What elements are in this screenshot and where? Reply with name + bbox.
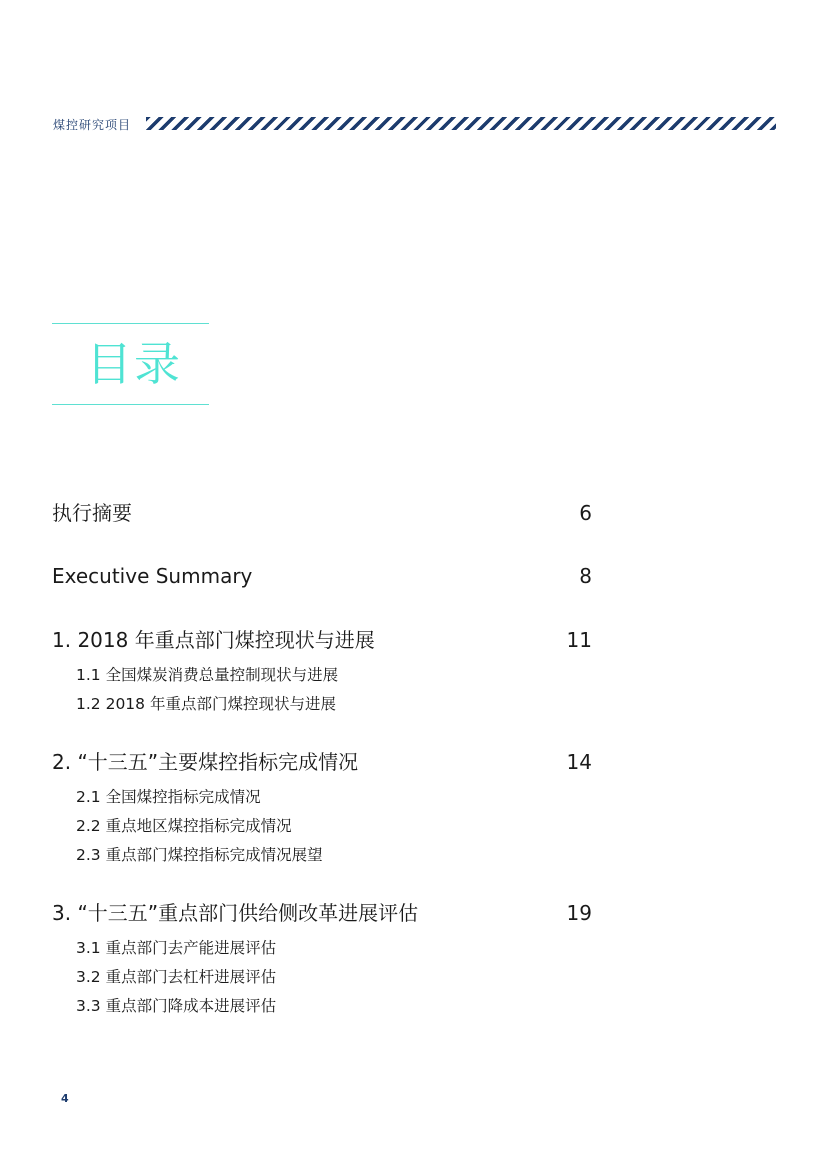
toc-subentry[interactable]: 3.1 重点部门去产能进展评估	[76, 939, 277, 957]
toc-entry-page: 6	[579, 501, 592, 525]
header-hatch-bar	[146, 117, 776, 130]
toc-subentry[interactable]: 2.1 全国煤控指标完成情况	[76, 788, 261, 806]
toc-title-block	[52, 323, 209, 405]
toc-entry[interactable]	[52, 749, 592, 775]
header-label: 煤控研究项目	[53, 118, 132, 132]
toc-entry-label: 1. 2018 年重点部门煤控现状与进展	[52, 628, 375, 652]
toc-entry-page: 14	[566, 750, 592, 774]
toc-entry-page: 11	[566, 628, 592, 652]
toc-entry[interactable]	[52, 563, 592, 589]
toc-subentry[interactable]: 3.3 重点部门降成本进展评估	[76, 997, 277, 1015]
toc-entry[interactable]	[52, 627, 592, 653]
toc-entry[interactable]	[52, 900, 592, 926]
page-number: 4	[61, 1092, 69, 1105]
toc-title: 目录	[86, 337, 182, 391]
toc-subentry[interactable]: 2.3 重点部门煤控指标完成情况展望	[76, 846, 323, 864]
toc-subentry[interactable]: 2.2 重点地区煤控指标完成情况	[76, 817, 292, 835]
toc-entry-label: 2. “十三五”主要煤控指标完成情况	[52, 750, 359, 774]
toc-entry-label: 3. “十三五”重点部门供给侧改革进展评估	[52, 901, 419, 925]
toc-entry-label: 执行摘要	[52, 501, 132, 525]
toc-entry-label: Executive Summary	[52, 564, 253, 588]
toc-subentry[interactable]: 3.2 重点部门去杠杆进展评估	[76, 968, 277, 986]
toc-subentry[interactable]: 1.1 全国煤炭消费总量控制现状与进展	[76, 666, 339, 684]
toc-entry[interactable]	[52, 500, 592, 526]
toc-subentry[interactable]: 1.2 2018 年重点部门煤控现状与进展	[76, 695, 336, 713]
toc-entry-page: 8	[579, 564, 592, 588]
toc-entry-page: 19	[566, 901, 592, 925]
